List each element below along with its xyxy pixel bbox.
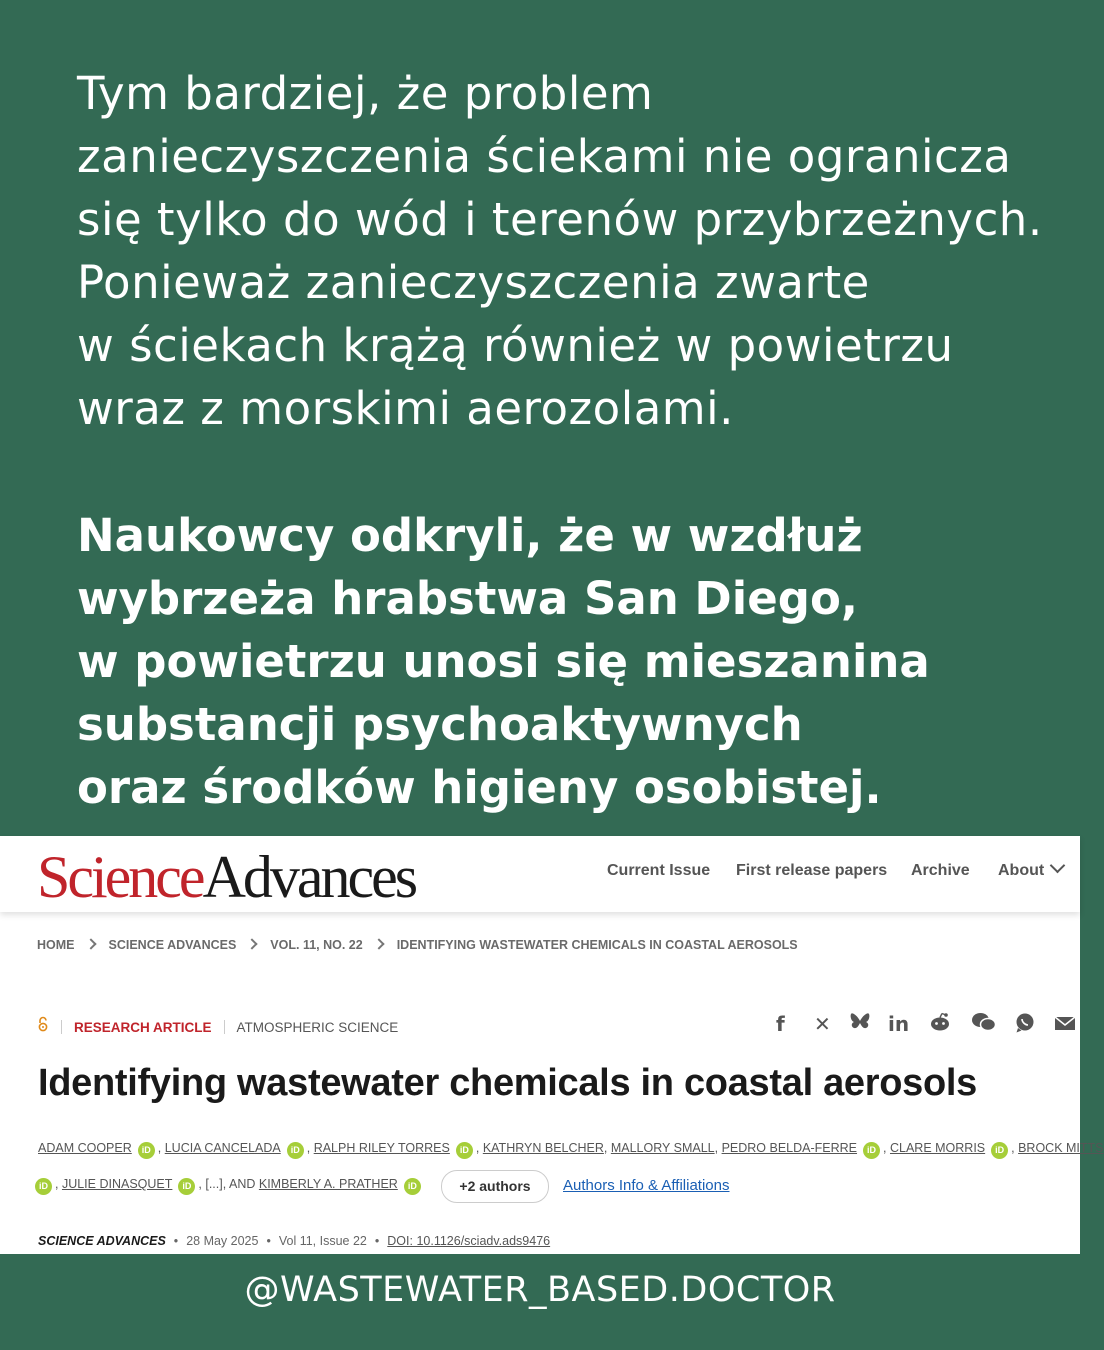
highlight-line: substancji psychoaktywnych bbox=[77, 698, 803, 751]
citation-line: SCIENCE ADVANCES • 28 May 2025 • Vol 11, Issue 22 • DOI: 10.1126/sciadv.ads9476 bbox=[38, 1234, 551, 1248]
facebook-icon[interactable]: f bbox=[776, 1012, 785, 1036]
article-meta bbox=[37, 1016, 398, 1035]
article-subject[interactable]: ATMOSPHERIC SCIENCE bbox=[236, 1020, 399, 1035]
logo-advances: Advances bbox=[202, 844, 416, 910]
doi-link[interactable]: DOI: 10.1126/sciadv.ads9476 bbox=[387, 1234, 551, 1248]
authors-ellipsis[interactable]: [...] bbox=[205, 1177, 223, 1191]
intro-line: zanieczyszczenia ściekami nie ogranicza bbox=[77, 130, 1012, 183]
chevron-right-icon bbox=[373, 938, 384, 949]
chevron-down-icon bbox=[1050, 858, 1066, 874]
intro-text bbox=[77, 62, 1057, 440]
publish-date: 28 May 2025 bbox=[186, 1234, 259, 1248]
more-authors-button[interactable]: +2 authors bbox=[441, 1170, 549, 1203]
highlight-line: Naukowcy odkryli, że w wzdłuż bbox=[77, 509, 863, 562]
author-link[interactable]: CLARE MORRIS bbox=[889, 1141, 986, 1155]
chevron-right-icon bbox=[85, 938, 96, 949]
article-screenshot bbox=[0, 836, 1104, 1254]
science-advances-logo[interactable] bbox=[37, 842, 415, 912]
nav-current-issue[interactable]: Current Issue bbox=[607, 862, 711, 879]
orcid-icon[interactable]: iD bbox=[35, 1178, 52, 1195]
reddit-icon[interactable] bbox=[929, 1012, 951, 1037]
wechat-icon[interactable] bbox=[971, 1012, 997, 1037]
author-link[interactable]: MALLORY SMALL bbox=[610, 1141, 715, 1155]
breadcrumb-journal[interactable]: SCIENCE ADVANCES bbox=[108, 938, 237, 952]
author-link[interactable]: PEDRO BELDA-FERRE bbox=[721, 1141, 858, 1155]
volume-issue[interactable]: Vol 11, Issue 22 bbox=[278, 1234, 367, 1248]
intro-line: w ściekach krążą również w powietrzu bbox=[77, 319, 954, 372]
journal-name: SCIENCE ADVANCES bbox=[38, 1234, 166, 1248]
author-list-line-1: ADAM COOPER iD , LUCIA CANCELADA iD , RALPH RILEY TORRES iD , KATHRYN BELCHER, MALLORY SMALL, PEDRO BELDA-FERRE iD , CLARE MORRIS iD , BROCK MITTS bbox=[38, 1141, 1104, 1158]
chevron-right-icon bbox=[247, 938, 258, 949]
nav-about[interactable] bbox=[998, 862, 1063, 880]
author-list-line-2: iD , JULIE DINASQUET iD , [...], AND KIMBERLY A. PRATHER iD bbox=[35, 1177, 424, 1194]
orcid-icon[interactable]: iD bbox=[178, 1178, 195, 1195]
highlight-text bbox=[77, 504, 1057, 819]
breadcrumb-volume[interactable]: VOL. 11, NO. 22 bbox=[270, 938, 363, 952]
highlight-line: wybrzeża hrabstwa San Diego, bbox=[77, 572, 858, 625]
author-link[interactable]: RALPH RILEY TORRES bbox=[313, 1141, 450, 1155]
intro-line: się tylko do wód i terenów przybrzeżnych. bbox=[77, 193, 1043, 246]
bluesky-icon[interactable] bbox=[849, 1012, 871, 1037]
nav-archive[interactable]: Archive bbox=[911, 862, 970, 879]
whatsapp-icon[interactable] bbox=[1014, 1012, 1036, 1039]
intro-line: Ponieważ zanieczyszczenia zwarte bbox=[77, 256, 870, 309]
intro-line: wraz z morskimi aerozolami. bbox=[77, 382, 734, 435]
account-handle: @WASTEWATER_BASED.DOCTOR bbox=[244, 1270, 836, 1310]
x-icon[interactable]: ✕ bbox=[814, 1012, 831, 1036]
authors-and: AND bbox=[228, 1177, 256, 1191]
highlight-line: w powietrzu unosi się mieszanina bbox=[77, 635, 930, 688]
nav-about-label: About bbox=[998, 862, 1045, 879]
orcid-icon[interactable]: iD bbox=[138, 1142, 155, 1159]
open-access-icon bbox=[37, 1016, 49, 1035]
highlight-line: oraz środków higieny osobistej. bbox=[77, 761, 882, 814]
orcid-icon[interactable]: iD bbox=[456, 1142, 473, 1159]
author-link[interactable]: ADAM COOPER bbox=[38, 1141, 132, 1155]
article-title: Identifying wastewater chemicals in coastal aerosols bbox=[38, 1062, 977, 1104]
breadcrumb bbox=[37, 938, 798, 952]
author-link[interactable]: BROCK MITTS bbox=[1018, 1141, 1104, 1155]
linkedin-icon[interactable]: in bbox=[888, 1012, 910, 1036]
intro-line: Tym bardziej, że problem bbox=[77, 67, 654, 120]
authors-affiliations-link[interactable]: Authors Info & Affiliations bbox=[563, 1177, 730, 1194]
author-link[interactable]: KATHRYN BELCHER bbox=[482, 1141, 604, 1155]
logo-science: Science bbox=[37, 844, 203, 910]
author-link[interactable]: KIMBERLY A. PRATHER bbox=[258, 1177, 398, 1191]
orcid-icon[interactable]: iD bbox=[991, 1142, 1008, 1159]
breadcrumb-current: IDENTIFYING WASTEWATER CHEMICALS IN COASTAL AEROSOLS bbox=[396, 938, 798, 952]
orcid-icon[interactable]: iD bbox=[404, 1178, 421, 1195]
masthead bbox=[0, 836, 1080, 912]
author-link[interactable]: JULIE DINASQUET bbox=[61, 1177, 173, 1191]
nav-first-release[interactable]: First release papers bbox=[736, 862, 888, 879]
divider bbox=[61, 1020, 62, 1034]
orcid-icon[interactable]: iD bbox=[287, 1142, 304, 1159]
author-link[interactable]: LUCIA CANCELADA bbox=[164, 1141, 281, 1155]
article-type[interactable]: RESEARCH ARTICLE bbox=[74, 1020, 212, 1035]
email-icon[interactable] bbox=[1054, 1012, 1076, 1036]
divider bbox=[224, 1020, 225, 1034]
orcid-icon[interactable]: iD bbox=[863, 1142, 880, 1159]
breadcrumb-home[interactable]: HOME bbox=[37, 938, 75, 952]
